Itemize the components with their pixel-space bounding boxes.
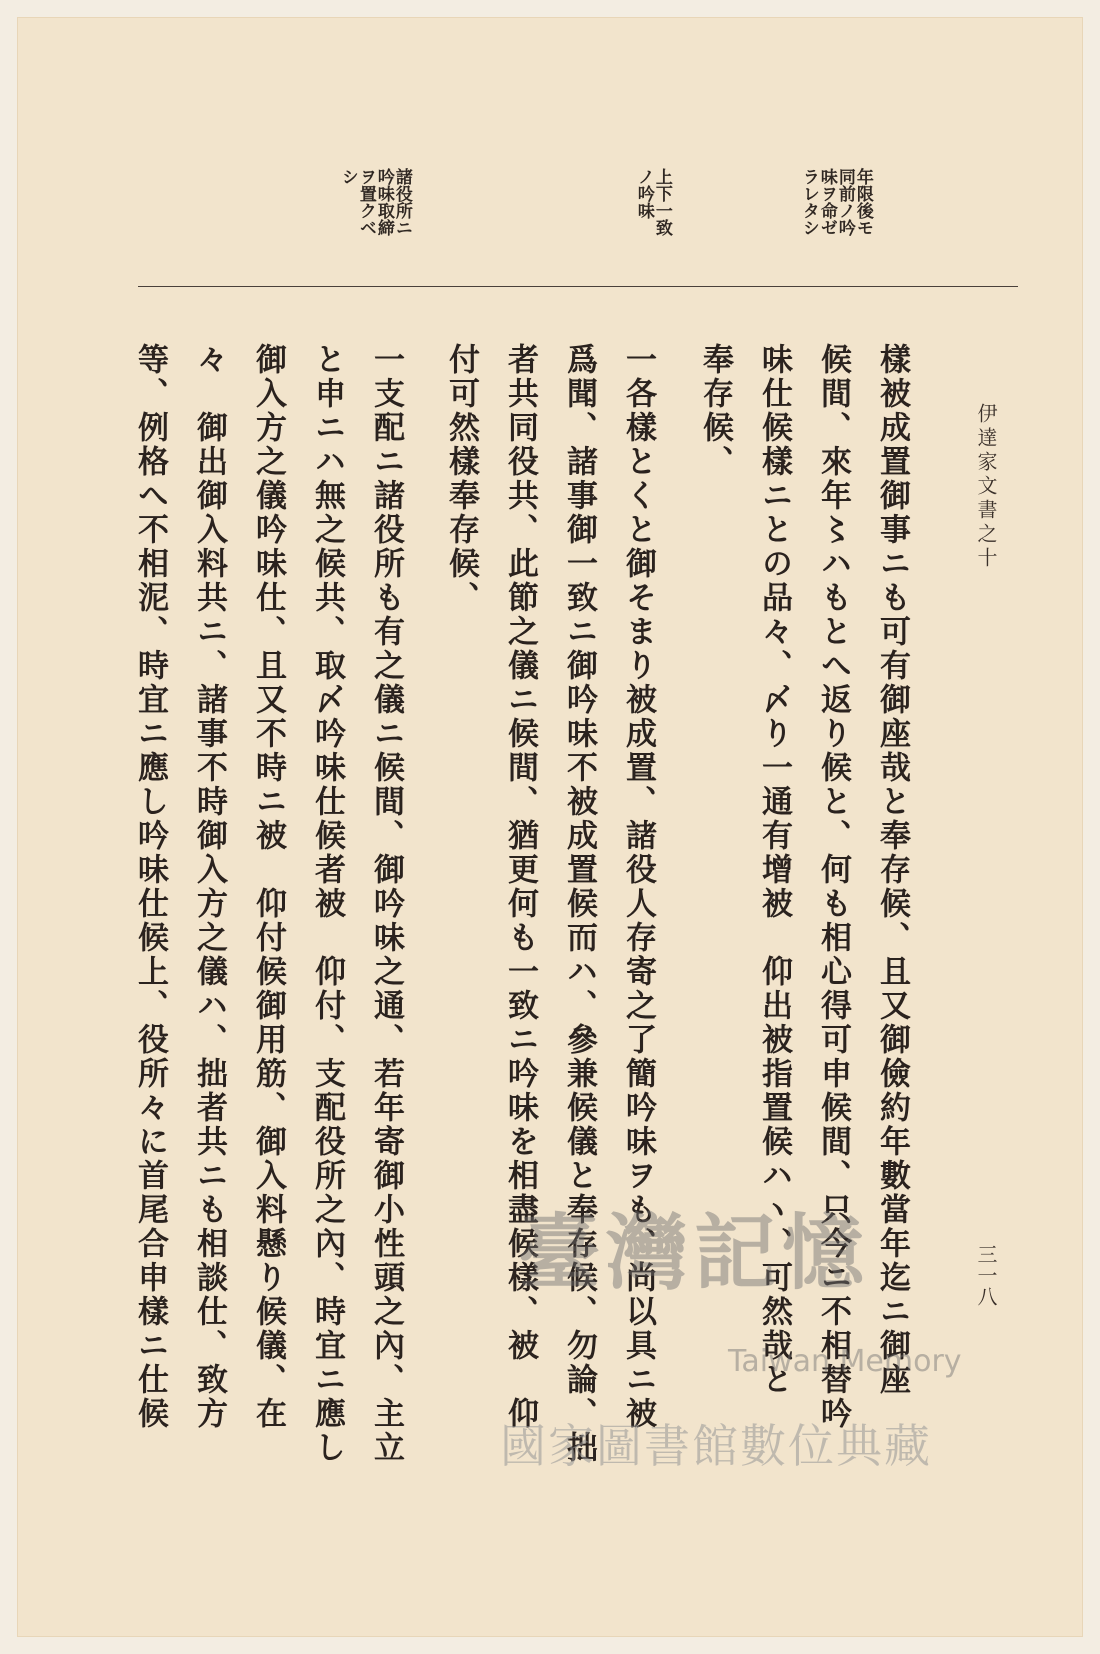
margin-note-line: 吟味取締 bbox=[373, 168, 394, 236]
body-text-column: 味仕候樣ニとの品々、〆り一通有增被 仰出被指置候ハヽ、可然哉と bbox=[756, 343, 792, 1397]
watermark-english: Taiwan Memory bbox=[728, 1344, 962, 1379]
body-text-column: 等、例格へ不相泥、時宜ニ應し吟味仕候上、役所々に首尾合申樣ニ仕候 bbox=[132, 343, 168, 1431]
body-text-column: 御入方之儀吟味仕、且又不時ニ被 仰付候御用筋、御入料懸り候儀、在 bbox=[250, 343, 286, 1431]
body-text-column: 一支配ニ諸役所も有之儀ニ候間、御吟味之通、若年寄御小性頭之內、主立 bbox=[368, 343, 404, 1465]
body-text-column: 付可然樣奉存候、 bbox=[443, 343, 479, 615]
margin-note-1 bbox=[853, 168, 871, 236]
watermark-subtitle: 國家圖書館數位典藏 bbox=[500, 1419, 932, 1473]
margin-note-1 bbox=[799, 168, 817, 236]
body-text-column: 々 御出御入料共ニ、諸事不時御入方之儀ハ、拙者共ニも相談仕、致方 bbox=[191, 343, 227, 1431]
body-text-column: 爲聞、諸事御一致ニ御吟味不被成置候而ハ、參兼候儀と奉存候、勿論、拙 bbox=[561, 343, 597, 1465]
margin-note-line: ヲ置クベ bbox=[355, 168, 376, 236]
margin-note-2 bbox=[652, 168, 670, 236]
document-page bbox=[18, 18, 1082, 1636]
margin-note-line: ノ吟味 bbox=[633, 168, 654, 219]
body-text-column: 候間、來年〻ハもとへ返り候と、何も相心得可申候間、只今ニ不相替吟 bbox=[815, 343, 851, 1431]
margin-note-line: 諸役所ニ bbox=[391, 168, 412, 236]
body-text-column: 者共同役共、此節之儀ニ候間、猶更何も一致ニ吟味を相盡候樣、被 仰 bbox=[502, 343, 538, 1431]
margin-note-line: 上下一致 bbox=[651, 168, 672, 236]
margin-note-line: シ bbox=[337, 168, 358, 185]
margin-note-3 bbox=[374, 168, 392, 236]
body-text-column: 奉存候、 bbox=[697, 343, 733, 479]
body-text-column: 樣被成置御事ニも可有御座哉と奉存候、且又御儉約年數當年迄ニ御座 bbox=[874, 343, 910, 1397]
margin-note-3 bbox=[338, 168, 356, 185]
body-text-column: 一各樣とくと御そまり被成置、諸役人存寄之了簡吟味ヲも、尚以具ニ被 bbox=[620, 343, 656, 1431]
margin-note-line: 同前ノ吟 bbox=[834, 168, 855, 236]
margin-note-1 bbox=[817, 168, 835, 236]
watermark-title: 臺灣記憶 bbox=[518, 1205, 871, 1301]
margin-note-1 bbox=[835, 168, 853, 236]
margin-note-line: 年限後モ bbox=[852, 168, 873, 236]
body-text-column: と申ニハ無之候共、取〆吟味仕候者被 仰付、支配役所之內、時宜ニ應し bbox=[309, 343, 345, 1465]
margin-note-3 bbox=[392, 168, 410, 236]
margin-note-3 bbox=[356, 168, 374, 236]
margin-note-line: ラレタシ bbox=[798, 168, 819, 236]
book-title: 伊達家文書之十 bbox=[974, 403, 998, 571]
page-number: 三一八 bbox=[974, 1244, 998, 1307]
section-divider bbox=[138, 286, 1018, 287]
margin-note-line: 味ヲ命ゼ bbox=[816, 168, 837, 236]
margin-note-2 bbox=[634, 168, 652, 219]
